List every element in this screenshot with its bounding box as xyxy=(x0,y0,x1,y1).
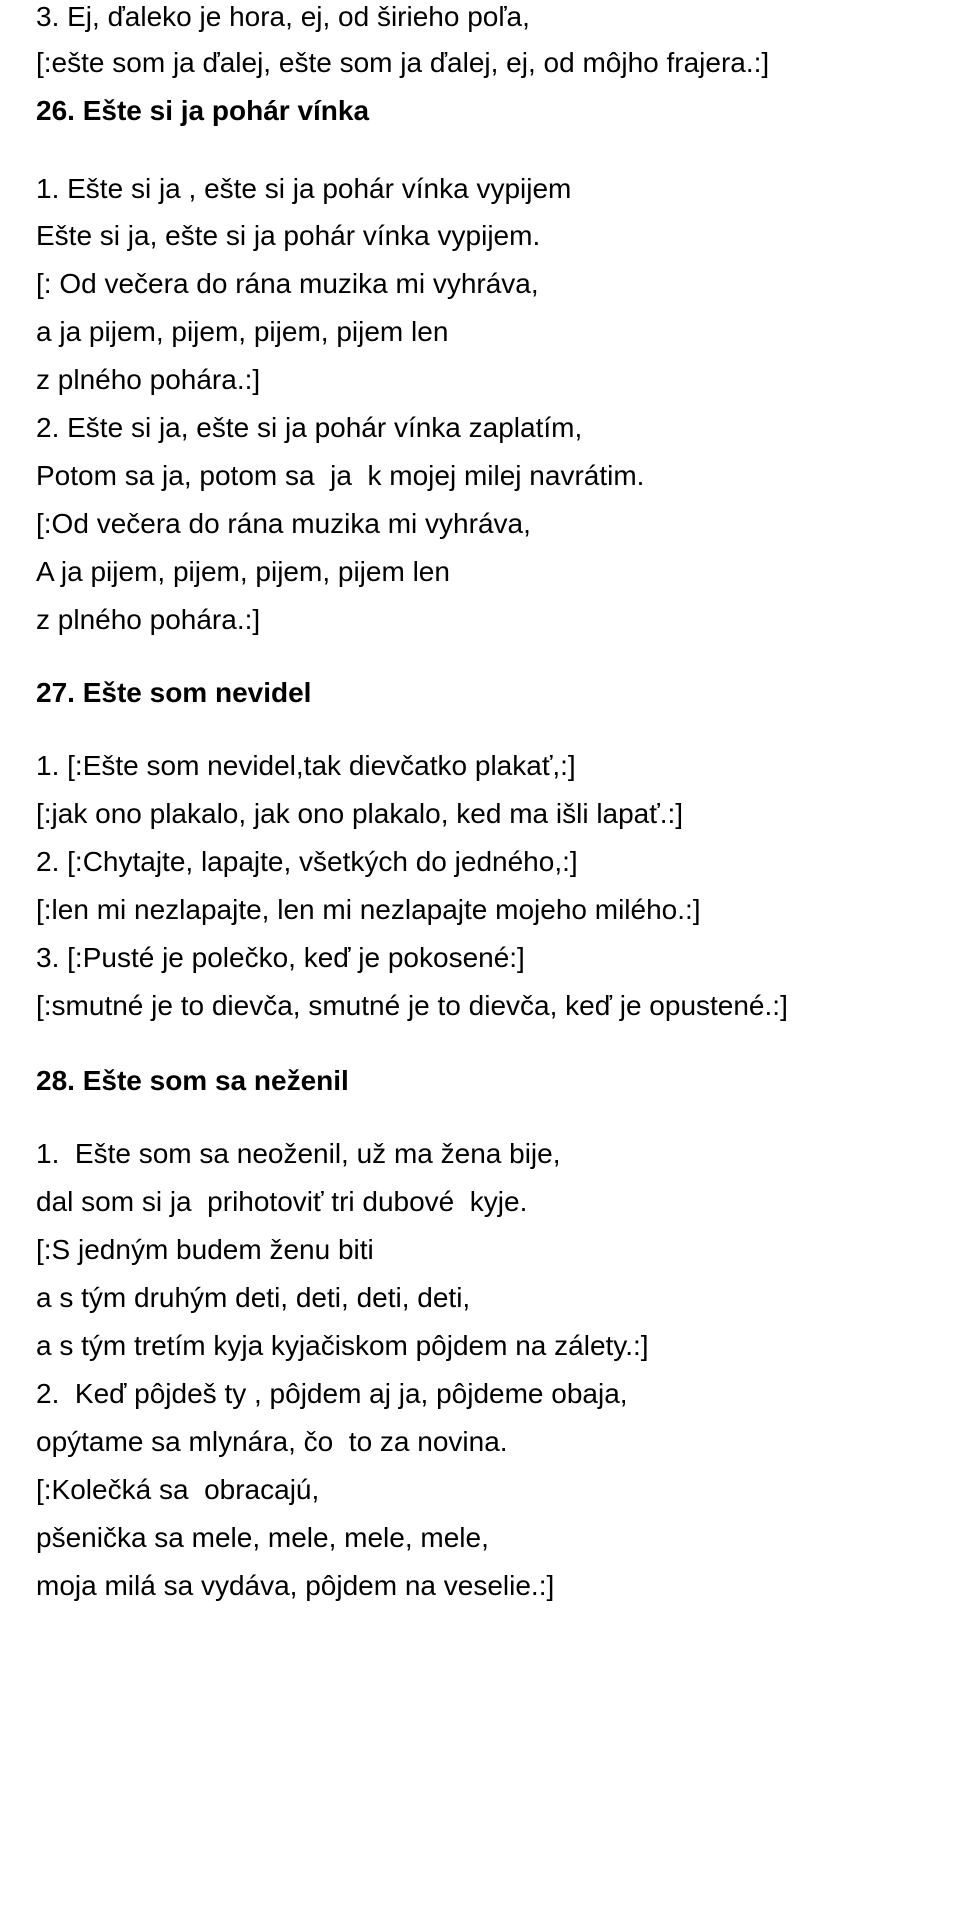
text-line: 2. [:Chytajte, lapajte, všetkých do jedného,:] xyxy=(36,846,578,877)
text-line: dal som si ja prihotoviť tri dubové kyje. xyxy=(36,1186,528,1217)
text-line: [:S jedným budem ženu biti xyxy=(36,1234,374,1265)
text-line: a ja pijem, pijem, pijem, pijem len xyxy=(36,316,449,347)
text-line: [:smutné je to dievča, smutné je to dievča, keď je opustené.:] xyxy=(36,990,788,1021)
song-title: 26. Ešte si ja pohár vínka xyxy=(36,95,370,126)
text-line: 1. Ešte som sa neoženil, už ma žena bije, xyxy=(36,1138,561,1169)
text-line: z plného pohára.:] xyxy=(36,604,261,635)
text-line: z plného pohára.:] xyxy=(36,364,261,395)
song-title: 28. Ešte som sa neženil xyxy=(36,1065,349,1096)
text-line: 1. [:Ešte som nevidel,tak dievčatko plakať,:] xyxy=(36,750,576,781)
text-line: [: Od večera do rána muzika mi vyhráva, xyxy=(36,268,539,299)
text-line: Ešte si ja, ešte si ja pohár vínka vypijem. xyxy=(36,220,541,251)
text-line: 2. Ešte si ja, ešte si ja pohár vínka zaplatím, xyxy=(36,412,583,443)
text-line: Potom sa ja, potom sa ja k mojej milej navrátim. xyxy=(36,460,645,491)
text-line: [:ešte som ja ďalej, ešte som ja ďalej, ej, od môjho frajera.:] xyxy=(36,47,770,78)
text-line: moja milá sa vydáva, pôjdem na veselie.:] xyxy=(36,1570,555,1601)
text-line: 1. Ešte si ja , ešte si ja pohár vínka vypijem xyxy=(36,173,572,204)
text-line: 3. Ej, ďaleko je hora, ej, od širieho poľa, xyxy=(36,1,530,32)
text-line: 2. Keď pôjdeš ty , pôjdem aj ja, pôjdeme obaja, xyxy=(36,1378,628,1409)
text-line: a s tým tretím kyja kyjačiskom pôjdem na zálety.:] xyxy=(36,1330,649,1361)
text-line: a s tým druhým deti, deti, deti, deti, xyxy=(36,1282,471,1313)
text-line: [:jak ono plakalo, jak ono plakalo, ked ma išli lapať.:] xyxy=(36,798,684,829)
text-line: [:Kolečká sa obracajú, xyxy=(36,1474,320,1505)
text-line: 3. [:Pusté je polečko, keď je pokosené:] xyxy=(36,942,525,973)
song-title: 27. Ešte som nevidel xyxy=(36,677,312,708)
text-line: [:Od večera do rána muzika mi vyhráva, xyxy=(36,508,531,539)
text-line: opýtame sa mlynára, čo to za novina. xyxy=(36,1426,508,1457)
text-line: [:len mi nezlapajte, len mi nezlapajte mojeho milého.:] xyxy=(36,894,701,925)
text-line: pšenička sa mele, mele, mele, mele, xyxy=(36,1522,489,1553)
text-line: A ja pijem, pijem, pijem, pijem len xyxy=(36,556,450,587)
